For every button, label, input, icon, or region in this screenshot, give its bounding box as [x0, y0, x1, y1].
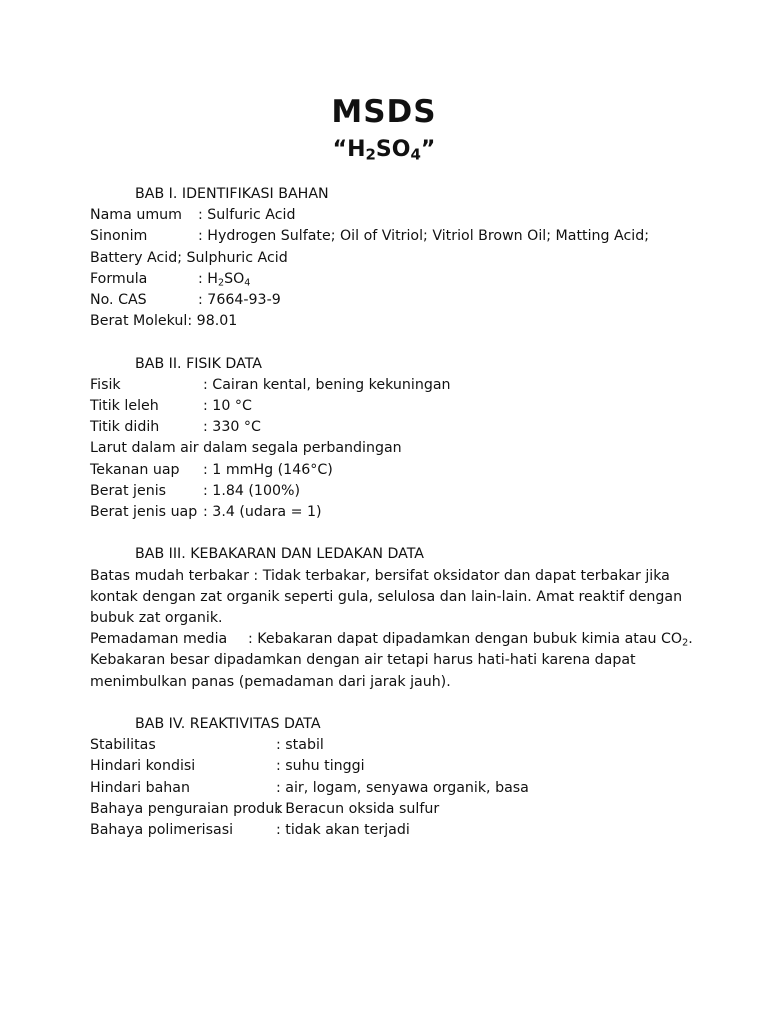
field-value-end: .	[688, 631, 693, 648]
subtitle-mid: SO	[375, 137, 411, 162]
field-row	[90, 396, 690, 417]
field-label: Bahaya penguraian produk	[90, 800, 283, 817]
field-row-sinonim	[90, 226, 690, 247]
field-row	[90, 756, 690, 777]
field-row-cas	[90, 290, 690, 311]
subtitle-sub2: 4	[410, 145, 421, 164]
field-label: Bahaya polimerisasi	[90, 822, 234, 839]
field-label: Titik didih	[90, 419, 160, 436]
field-row-pemadaman	[90, 629, 693, 650]
field-label: Fisik	[90, 376, 121, 393]
paragraph-line: bubuk zat organik.	[90, 610, 223, 627]
document-body	[90, 184, 693, 862]
field-row-formula	[90, 269, 690, 290]
formula-prefix: : H	[198, 270, 218, 287]
section-heading: BAB I. IDENTIFIKASI BAHAN	[135, 186, 329, 202]
section-kebakaran	[90, 544, 693, 692]
field-row	[90, 481, 690, 502]
field-row	[90, 417, 690, 438]
formula-sub2: 4	[244, 277, 251, 289]
section-heading: BAB II. FISIK DATA	[135, 355, 262, 372]
co2-subscript: 2	[682, 637, 689, 649]
section-heading: BAB IV. REAKTIVITAS DATA	[135, 716, 321, 733]
field-value: : 98.01	[187, 313, 238, 330]
document-title: MSDS	[331, 94, 437, 130]
field-label: Berat Molekul	[90, 313, 188, 330]
field-label: Sinonim	[90, 228, 148, 245]
field-row	[90, 375, 690, 396]
section-reaktivitas	[90, 714, 690, 841]
field-value: : Kebakaran dapat dipadamkan dengan bubuk kimia atau CO	[248, 631, 683, 648]
field-row-berat-molekul	[90, 311, 690, 332]
field-label: Nama umum	[90, 207, 182, 224]
formula-sub1: 2	[217, 277, 225, 289]
paragraph-line: Batas mudah terbakar : Tidak terbakar, bersifat oksidator dan dapat terbakar jika	[90, 567, 670, 584]
section-identifikasi	[90, 184, 690, 332]
field-value: : 1.84 (100%)	[203, 482, 301, 499]
field-value: : suhu tinggi	[276, 758, 365, 775]
field-label: Stabilitas	[90, 737, 156, 754]
field-row	[90, 820, 690, 841]
section-heading: BAB III. KEBAKARAN DAN LEDAKAN DATA	[135, 546, 425, 563]
field-label: No. CAS	[90, 292, 147, 309]
field-row	[90, 799, 690, 820]
document-subtitle	[0, 134, 768, 166]
field-row	[90, 778, 690, 799]
paragraph-line: menimbulkan panas (pemadaman dari jarak jauh).	[90, 673, 451, 690]
paragraph-line: kontak dengan zat organik seperti gula, selulosa dan lain-lain. Amat reaktif dengan	[90, 588, 683, 605]
field-value-continued: Battery Acid; Sulphuric Acid	[90, 249, 288, 266]
field-value: : 330 °C	[203, 419, 261, 436]
field-value: : Cairan kental, bening kekuningan	[203, 376, 451, 393]
field-row-nama	[90, 205, 690, 226]
field-label: Berat jenis	[90, 482, 167, 499]
field-label: Pemadaman media	[90, 631, 228, 648]
field-label: Hindari bahan	[90, 779, 190, 796]
field-value: : Sulfuric Acid	[198, 207, 296, 224]
paragraph-line: Kebakaran besar dipadamkan dengan air tetapi harus hati-hati karena dapat	[90, 652, 636, 669]
field-row	[90, 460, 690, 481]
field-label: Tekanan uap	[90, 461, 180, 478]
field-label: Titik leleh	[90, 398, 159, 415]
subtitle-close: ”	[420, 137, 436, 162]
field-label: Berat jenis uap	[90, 504, 198, 521]
section-fisik-data	[90, 354, 690, 524]
field-row	[90, 502, 690, 523]
field-value: : Beracun oksida sulfur	[276, 800, 440, 817]
subtitle-open: “H	[332, 137, 366, 162]
field-row	[90, 735, 690, 756]
field-value: : 7664-93-9	[198, 292, 281, 309]
field-value: : 10 °C	[203, 398, 252, 415]
field-value: : air, logam, senyawa organik, basa	[276, 779, 529, 796]
field-value	[198, 269, 250, 290]
field-label: Hindari kondisi	[90, 758, 196, 775]
formula-mid: SO	[224, 270, 245, 287]
field-label: Formula	[90, 270, 148, 287]
field-value: : tidak akan terjadi	[276, 822, 410, 839]
field-value: : 1 mmHg (146°C)	[203, 461, 333, 478]
field-value: : Hydrogen Sulfate; Oil of Vitriol; Vitriol Brown Oil; Matting Acid;	[198, 228, 650, 245]
field-note-larut: Larut dalam air dalam segala perbandingan	[90, 440, 402, 457]
subtitle-sub1: 2	[365, 145, 376, 164]
field-value: : stabil	[276, 737, 324, 754]
field-value: : 3.4 (udara = 1)	[203, 504, 322, 521]
